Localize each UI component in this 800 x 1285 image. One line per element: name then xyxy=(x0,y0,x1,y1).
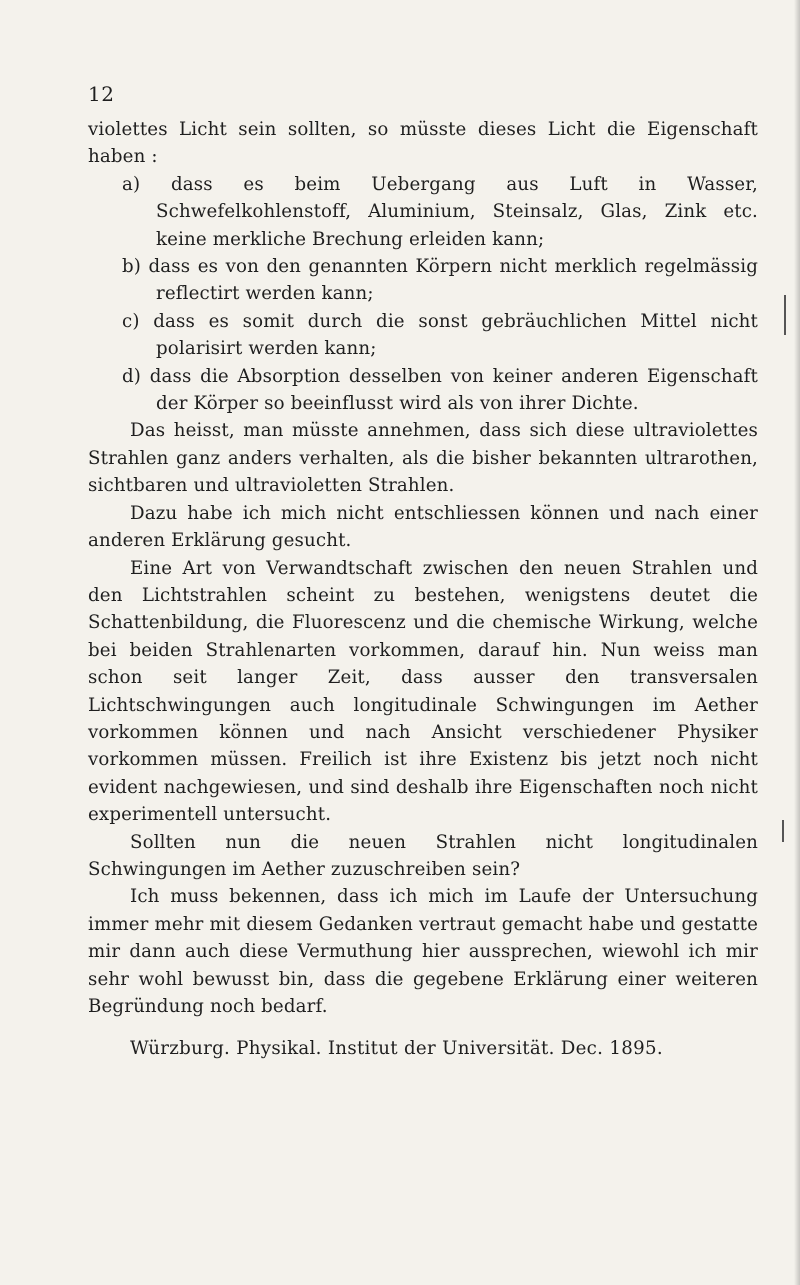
page-edge-shadow xyxy=(794,0,800,1285)
paragraph-question: Sollten nun die neuen Strahlen nicht longitudinalen Schwingungen im Aether zuzuschreiben sein? xyxy=(88,831,758,880)
paragraph-verwandtschaft: Eine Art von Verwandtschaft zwischen den neuen Strahlen und den Lichtstrahlen scheint zu bestehen, wenigstens deutet die Schattenbildung, die Fluorescenz und die chemische Wirkung, welche bei beiden Strahlenarten vorkommen, darauf hin. Nun weiss man schon seit langer Zeit, dass ausser den transversalen Lichtschwingungen auch longitudinale Schwingungen im Aether vorkommen können und nach Ansicht verschiedener Physiker vorkommen müssen. Freilich ist ihre Existenz bis jetzt noch nicht evident nachgewiesen, und sind deshalb ihre Eigenschaften noch nicht experimentell untersucht. xyxy=(88,557,758,826)
list-item-a: a) dass es beim Uebergang aus Luft in Wasser, Schwefelkohlenstoff, Aluminium, Steinsalz, Glas, Zink etc. keine merkliche Brechung erleiden kann; xyxy=(122,173,758,250)
paragraph-intro: violettes Licht sein sollten, so müsste dieses Licht die Eigenschaft haben : xyxy=(88,119,758,168)
paragraph-conclusion: Ich muss bekennen, dass ich mich im Laufe der Untersuchung immer mehr mit diesem Gedanken vertraut gemacht habe und gestatte mir dann auch diese Vermuthung hier aussprechen, wiewohl ich mir sehr wohl bewusst bin, dass die gegebene Erklärung einer weiteren Begründung noch bedarf. xyxy=(88,886,758,1017)
margin-mark xyxy=(784,295,786,335)
body-text xyxy=(88,116,758,1020)
list-item-b: b) dass es von den genannten Körpern nicht merklich regelmässig reflectirt werden kann; xyxy=(122,256,758,305)
paragraph-das-heisst: Das heisst, man müsste annehmen, dass sich diese ultraviolettes Strahlen ganz anders verhalten, als die bisher bekannten ultrarothen, sichtbaren und ultravioletten Strahlen. xyxy=(88,420,758,497)
list-item-c: c) dass es somit durch die sonst gebräuchlichen Mittel nicht polarisirt werden kann; xyxy=(122,310,758,360)
signoff-line: Würzburg. Physikal. Institut der Universität. Dec. 1895. xyxy=(130,1038,663,1059)
margin-mark xyxy=(782,820,784,842)
list-item-d: d) dass die Absorption desselben von keiner anderen Eigenschaft der Körper so beeinflusst wird als von ihrer Dichte. xyxy=(122,365,758,415)
page-number: 12 xyxy=(88,82,115,106)
paragraph-dazu: Dazu habe ich mich nicht entschliessen können und nach einer anderen Erklärung gesucht. xyxy=(88,502,758,552)
